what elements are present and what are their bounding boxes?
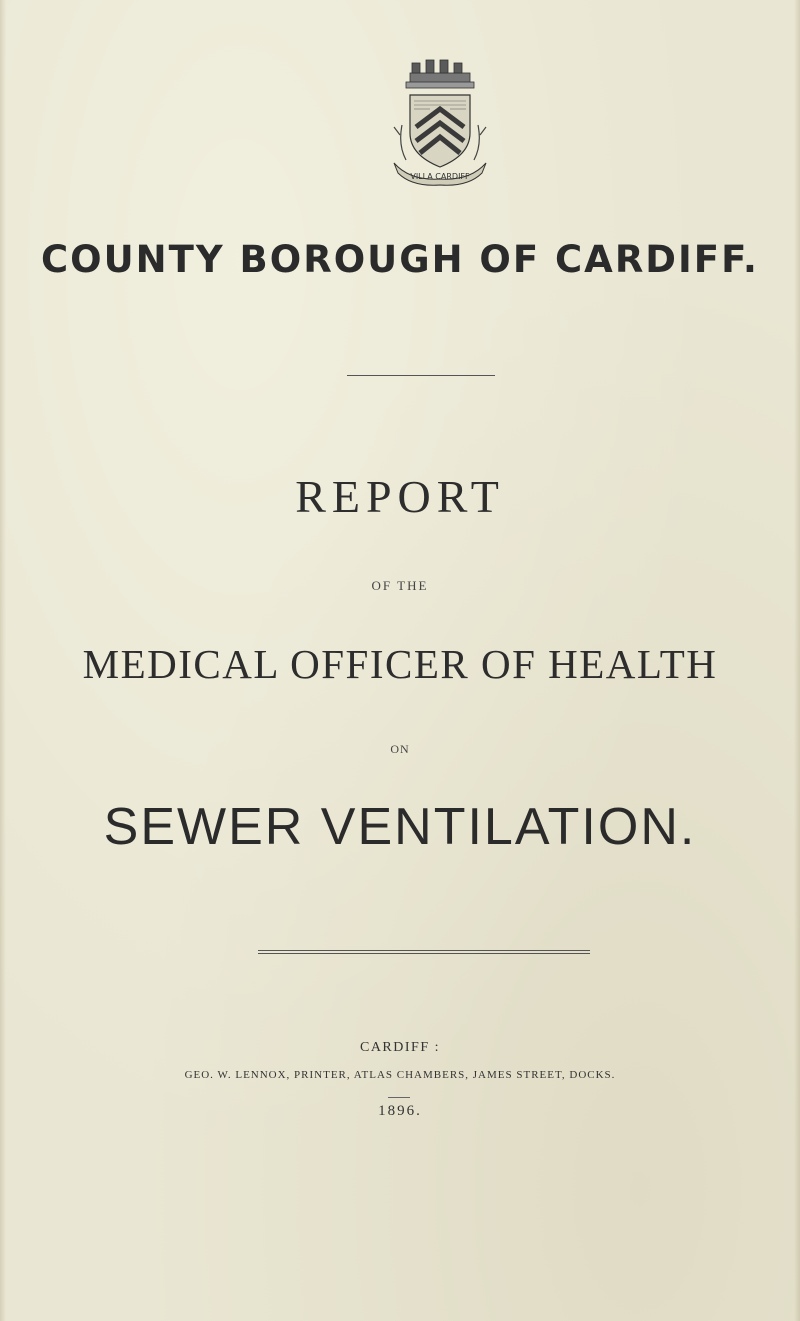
coat-of-arms-icon <box>380 55 500 190</box>
imprint-year: 1896. <box>378 1103 422 1119</box>
topic-title: SEWER VENTILATION. <box>103 798 697 856</box>
on-label: ON <box>390 742 410 756</box>
divider-rule <box>347 375 495 376</box>
double-rule-top <box>258 950 590 951</box>
county-heading: COUNTY BOROUGH OF CARDIFF. <box>41 238 759 281</box>
short-rule <box>388 1097 410 1098</box>
crest-motto: VILLA CARDIFF <box>410 172 470 181</box>
report-title: REPORT <box>295 471 505 522</box>
imprint-printer: GEO. W. LENNOX, PRINTER, ATLAS CHAMBERS, JAMES STREET, DOCKS. <box>184 1069 616 1081</box>
double-rule-bottom <box>258 953 590 954</box>
imprint-place: CARDIFF : <box>359 1040 441 1055</box>
subject-title: MEDICAL OFFICER OF HEALTH <box>82 641 718 687</box>
of-the-label: OF THE <box>371 578 429 593</box>
